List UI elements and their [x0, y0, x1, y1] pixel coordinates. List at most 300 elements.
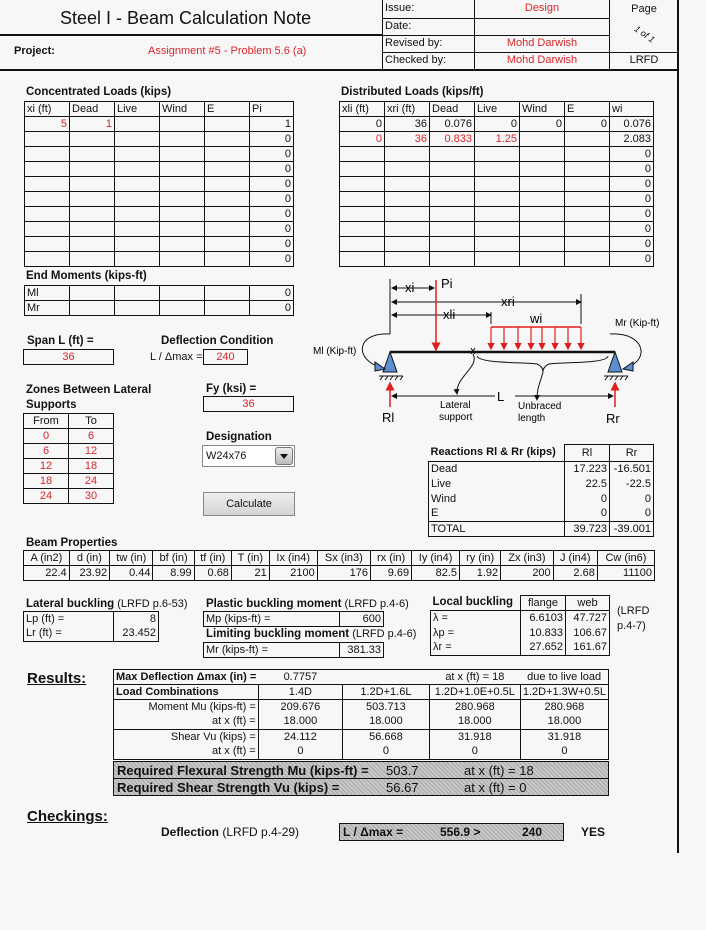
cell: 0: [250, 222, 294, 237]
cell[interactable]: [565, 147, 610, 162]
xi-label: xi: [405, 280, 415, 295]
col-header: tf (in): [194, 551, 231, 566]
plastic-ref: (LRFD p.4-6): [344, 598, 409, 610]
cell: TOTAL: [429, 522, 565, 537]
cell[interactable]: 0: [475, 117, 520, 132]
cell[interactable]: 36: [385, 132, 430, 147]
cell[interactable]: [25, 162, 70, 177]
cell[interactable]: 0: [565, 117, 610, 132]
cell[interactable]: 12: [24, 459, 69, 474]
cell[interactable]: [205, 237, 250, 252]
cell: 24.112: [258, 730, 342, 745]
cell: 22.5: [565, 477, 610, 492]
cell[interactable]: 36: [385, 117, 430, 132]
deflection-title: Deflection Condition: [161, 335, 274, 347]
plastic-table: [203, 611, 384, 627]
cell[interactable]: [430, 177, 475, 192]
issue-table: [382, 0, 679, 70]
cell[interactable]: [115, 301, 160, 316]
table-row: [431, 611, 610, 626]
cell[interactable]: [25, 177, 70, 192]
cell[interactable]: [115, 147, 160, 162]
reactions-table: [428, 444, 654, 537]
cell[interactable]: [475, 207, 520, 222]
table-row: [114, 700, 609, 715]
cell[interactable]: [430, 222, 475, 237]
cell[interactable]: [160, 177, 205, 192]
cell[interactable]: [430, 252, 475, 267]
cell[interactable]: [160, 162, 205, 177]
beam-title: Beam Properties: [26, 537, 118, 549]
cell[interactable]: [160, 286, 205, 301]
deflection-check-ref: (LRFD p.4-29): [222, 825, 300, 839]
cell[interactable]: [25, 207, 70, 222]
table-row: [429, 507, 654, 522]
cell: 161.67: [566, 641, 610, 656]
cell[interactable]: [115, 286, 160, 301]
plastic-title: [206, 598, 409, 610]
cell[interactable]: 6: [24, 444, 69, 459]
req-shear-at: at x (ft) = 0: [464, 780, 527, 795]
deflection-check: [161, 825, 299, 839]
cell: 0: [610, 252, 654, 267]
cell[interactable]: [475, 237, 520, 252]
cell[interactable]: [160, 237, 205, 252]
cell[interactable]: [160, 132, 205, 147]
cell[interactable]: [205, 117, 250, 132]
req-shear-label: Required Shear Strength Vu (kips) =: [117, 780, 340, 795]
cell[interactable]: [70, 207, 115, 222]
cell[interactable]: [430, 162, 475, 177]
cell[interactable]: [205, 162, 250, 177]
table-row: [25, 207, 294, 222]
pi-label: Pi: [441, 276, 453, 291]
cell[interactable]: [25, 237, 70, 252]
table-row: [24, 474, 114, 489]
cell[interactable]: [340, 207, 385, 222]
col-header: wi: [610, 102, 654, 117]
cell[interactable]: [205, 192, 250, 207]
cell[interactable]: [385, 237, 430, 252]
cell: Live: [429, 477, 565, 492]
cell[interactable]: [520, 222, 565, 237]
moment-at-label: at x (ft) =: [114, 715, 259, 730]
cell[interactable]: [160, 117, 205, 132]
cell: 0: [610, 147, 654, 162]
table-row: [25, 177, 294, 192]
cell[interactable]: [340, 177, 385, 192]
table-row: [24, 459, 114, 474]
col-header: Ix (in4): [269, 551, 317, 566]
cell: 6.6103: [521, 611, 566, 626]
table-row: [25, 286, 294, 301]
cell[interactable]: [70, 286, 115, 301]
cell: 0: [343, 745, 430, 760]
cell[interactable]: [160, 207, 205, 222]
local-ref-2: p.4-7): [617, 620, 646, 632]
cell[interactable]: 6: [69, 429, 114, 444]
l-label: L: [497, 389, 505, 404]
cell[interactable]: [340, 162, 385, 177]
cell[interactable]: 30: [69, 489, 114, 504]
cell[interactable]: [565, 177, 610, 192]
cell[interactable]: [205, 207, 250, 222]
cell[interactable]: [70, 132, 115, 147]
cell: 0.68: [194, 566, 231, 581]
cell: 23.92: [69, 566, 109, 581]
cell[interactable]: [115, 162, 160, 177]
cell: 8: [114, 612, 159, 627]
cell[interactable]: [70, 252, 115, 267]
col-header: Iy (in4): [412, 551, 460, 566]
cell: 0: [429, 745, 520, 760]
cell[interactable]: [520, 177, 565, 192]
cell: 0.44: [110, 566, 153, 581]
col-header: flange: [521, 596, 566, 611]
xli-label: xli: [443, 307, 456, 322]
cell: 18.000: [343, 715, 430, 730]
cell: 0: [610, 237, 654, 252]
cell: 2100: [269, 566, 317, 581]
zones-title-2: Supports: [26, 399, 77, 411]
cell[interactable]: [520, 237, 565, 252]
cell[interactable]: [160, 147, 205, 162]
col-header: xli (ft): [340, 102, 385, 117]
table-row: [25, 117, 294, 132]
cell: 18.000: [429, 715, 520, 730]
required-flexural-strength: [113, 761, 609, 779]
cell[interactable]: [565, 237, 610, 252]
date-value[interactable]: [475, 18, 610, 35]
cell: 56.668: [343, 730, 430, 745]
cell[interactable]: [520, 192, 565, 207]
cell[interactable]: [565, 207, 610, 222]
deflection-ratio-box: [339, 823, 564, 841]
cell[interactable]: [205, 286, 250, 301]
table-row: [340, 177, 654, 192]
cell[interactable]: [385, 147, 430, 162]
cell[interactable]: [430, 237, 475, 252]
cell[interactable]: [565, 222, 610, 237]
col-header: bf (in): [153, 551, 194, 566]
combo-header: 1.4D: [258, 685, 342, 700]
beam-diagram: [305, 272, 680, 437]
cell[interactable]: [340, 252, 385, 267]
table-row: [340, 252, 654, 267]
cell[interactable]: [115, 177, 160, 192]
cell: 503.713: [343, 700, 430, 715]
cell[interactable]: [475, 147, 520, 162]
results-table: [113, 669, 609, 760]
cell[interactable]: [430, 192, 475, 207]
cell[interactable]: [475, 177, 520, 192]
deflection-input[interactable]: 240: [203, 349, 248, 365]
col-header: Wind: [520, 102, 565, 117]
cell: 0: [250, 147, 294, 162]
cell: 0: [250, 301, 294, 316]
combo-header: 1.2D+1.3W+0.5L: [520, 685, 608, 700]
cell[interactable]: [430, 207, 475, 222]
cell: Lp (ft) =: [24, 612, 114, 627]
distributed-title: Distributed Loads (kips/ft): [341, 86, 484, 98]
cell[interactable]: [115, 132, 160, 147]
table-row: [431, 641, 610, 656]
cell[interactable]: [520, 147, 565, 162]
cell[interactable]: [520, 132, 565, 147]
col-header: To: [69, 414, 114, 429]
rr-label: Rr: [606, 411, 620, 426]
cell[interactable]: 0.076: [430, 117, 475, 132]
cell: 106.67: [566, 626, 610, 641]
cell[interactable]: [70, 192, 115, 207]
cell: 0: [610, 207, 654, 222]
cell[interactable]: [475, 222, 520, 237]
shear-label: Shear Vu (kips) =: [114, 730, 259, 745]
project-value: Assignment #5 - Problem 5.6 (a): [148, 45, 307, 57]
cell: 600: [340, 612, 384, 627]
cell[interactable]: [115, 222, 160, 237]
cell[interactable]: 18: [69, 459, 114, 474]
cell[interactable]: [475, 192, 520, 207]
cell[interactable]: [340, 147, 385, 162]
issue-value[interactable]: Design: [475, 0, 610, 18]
cell: 0: [250, 132, 294, 147]
cell: 200: [501, 566, 554, 581]
cell: 18.000: [258, 715, 342, 730]
cell[interactable]: [115, 117, 160, 132]
cell[interactable]: [115, 252, 160, 267]
end-moments-title: End Moments (kips-ft): [26, 270, 147, 282]
cell: 2.083: [610, 132, 654, 147]
limit-value: 240: [522, 825, 543, 839]
cell[interactable]: [340, 192, 385, 207]
cell: [343, 670, 430, 685]
table-row: [25, 147, 294, 162]
cell[interactable]: [115, 237, 160, 252]
cell[interactable]: [205, 177, 250, 192]
ml-label: Ml (Kip-ft): [313, 346, 357, 357]
table-row: [25, 237, 294, 252]
col-header: Rl: [565, 445, 610, 462]
cell: Mr: [25, 301, 70, 316]
cell: 21: [231, 566, 269, 581]
cell[interactable]: [475, 162, 520, 177]
cell[interactable]: 1.25: [475, 132, 520, 147]
max-deflection-label: Max Deflection Δmax (in) =: [114, 670, 259, 685]
table-row: [340, 222, 654, 237]
table-row: [24, 627, 159, 642]
cell[interactable]: [385, 162, 430, 177]
table-row: [114, 715, 609, 730]
cell: 0: [610, 222, 654, 237]
cell[interactable]: [520, 162, 565, 177]
designation-dropdown[interactable]: [202, 445, 295, 467]
col-header: T (in): [231, 551, 269, 566]
cell[interactable]: [565, 162, 610, 177]
cell[interactable]: [70, 147, 115, 162]
revised-value[interactable]: Mohd Darwish: [475, 35, 610, 52]
cell: 0: [610, 177, 654, 192]
cell[interactable]: [25, 252, 70, 267]
cell[interactable]: [205, 252, 250, 267]
cell[interactable]: [565, 252, 610, 267]
cell[interactable]: [520, 207, 565, 222]
table-row: [25, 192, 294, 207]
cell[interactable]: 18: [24, 474, 69, 489]
table-row: [340, 117, 654, 132]
cell[interactable]: 5: [25, 117, 70, 132]
deflection-verdict: YES: [581, 825, 606, 839]
ratio-label: L / Δmax =: [343, 825, 404, 839]
cell: 11100: [597, 566, 654, 581]
table-row: [340, 207, 654, 222]
cell[interactable]: [25, 132, 70, 147]
cell[interactable]: [70, 222, 115, 237]
col-header: E: [565, 102, 610, 117]
checked-value[interactable]: Mohd Darwish: [475, 52, 610, 69]
cell[interactable]: [160, 222, 205, 237]
cell[interactable]: [25, 222, 70, 237]
cell[interactable]: [475, 252, 520, 267]
beam-table: [23, 550, 655, 581]
cell[interactable]: [70, 162, 115, 177]
col-header: Dead: [430, 102, 475, 117]
cell[interactable]: [205, 222, 250, 237]
table-row: [25, 301, 294, 316]
cell: 0: [250, 286, 294, 301]
page-number: [610, 18, 679, 52]
cell[interactable]: [70, 301, 115, 316]
divider: [0, 34, 382, 36]
cell[interactable]: 0: [24, 429, 69, 444]
cell: 0: [258, 745, 342, 760]
cell: 8.99: [153, 566, 194, 581]
cell: 17.223: [565, 462, 610, 477]
cell[interactable]: [385, 192, 430, 207]
fy-input[interactable]: 36: [203, 396, 294, 412]
cell[interactable]: [520, 252, 565, 267]
cell: 209.676: [258, 700, 342, 715]
cell[interactable]: 24: [24, 489, 69, 504]
cell: 0: [610, 192, 654, 207]
cell[interactable]: 0: [340, 132, 385, 147]
designation-value: W24x76: [206, 450, 247, 462]
cell[interactable]: [70, 237, 115, 252]
cell: 22.4: [24, 566, 70, 581]
col-header: From: [24, 414, 69, 429]
col-header: ry (in): [460, 551, 501, 566]
cell[interactable]: [205, 301, 250, 316]
ratio-value: 556.9 >: [440, 825, 481, 839]
cell[interactable]: [115, 192, 160, 207]
cell[interactable]: 0: [340, 117, 385, 132]
cell: E: [429, 507, 565, 522]
cell[interactable]: [70, 177, 115, 192]
chevron-down-icon[interactable]: [275, 447, 293, 465]
cell: 82.5: [412, 566, 460, 581]
required-shear-strength: [113, 778, 609, 796]
revised-label: Revised by:: [383, 35, 475, 52]
cell: 0: [250, 192, 294, 207]
zones-table: [23, 413, 114, 504]
cell[interactable]: [565, 192, 610, 207]
cell[interactable]: [385, 252, 430, 267]
lateral-title: [26, 598, 188, 610]
cell[interactable]: 0: [520, 117, 565, 132]
cell: 9.69: [371, 566, 412, 581]
distributed-table: [339, 101, 654, 267]
cell[interactable]: [385, 222, 430, 237]
cell[interactable]: [565, 132, 610, 147]
cell: 0.076: [610, 117, 654, 132]
cell[interactable]: [205, 132, 250, 147]
project-label: Project:: [14, 45, 55, 57]
cell: 1: [250, 117, 294, 132]
table-row: [24, 489, 114, 504]
span-input[interactable]: 36: [23, 349, 114, 365]
cell[interactable]: 1: [70, 117, 115, 132]
table-row: [340, 237, 654, 252]
cell[interactable]: [385, 177, 430, 192]
cell[interactable]: [160, 192, 205, 207]
end-moments-table: [24, 285, 294, 316]
cell[interactable]: [430, 147, 475, 162]
req-flex-at: at x (ft) = 18: [464, 763, 534, 778]
cell: 1.92: [460, 566, 501, 581]
cell: λ =: [431, 611, 521, 626]
limiting-title-text: Limiting buckling moment: [206, 628, 350, 640]
checked-label: Checked by:: [383, 52, 475, 69]
concentrated-table: [24, 101, 294, 267]
cell[interactable]: [340, 222, 385, 237]
cell: 10.833: [521, 626, 566, 641]
issue-label: Issue:: [383, 0, 475, 18]
cell: -39.001: [610, 522, 654, 537]
cell: Mr (kips-ft) =: [204, 643, 340, 658]
cell[interactable]: [205, 147, 250, 162]
cell[interactable]: [160, 252, 205, 267]
cell[interactable]: 12: [69, 444, 114, 459]
cell[interactable]: [340, 237, 385, 252]
page-number-text: 1 of 1: [632, 23, 657, 45]
cell: Dead: [429, 462, 565, 477]
limiting-table: [203, 642, 384, 658]
cell: 18.000: [520, 715, 608, 730]
cell: Wind: [429, 492, 565, 507]
col-header: web: [566, 596, 610, 611]
cell: 27.652: [521, 641, 566, 656]
cell[interactable]: [160, 301, 205, 316]
cell[interactable]: [25, 192, 70, 207]
cell[interactable]: [385, 207, 430, 222]
cell: 39.723: [565, 522, 610, 537]
table-row: [431, 626, 610, 641]
req-shear-value: 56.67: [386, 780, 419, 795]
cell[interactable]: 24: [69, 474, 114, 489]
table-row: [24, 566, 655, 581]
calculate-button[interactable]: [203, 492, 295, 516]
cell[interactable]: [115, 207, 160, 222]
table-row: [25, 162, 294, 177]
cell[interactable]: [25, 147, 70, 162]
deflection-label: L / Δmax =: [150, 351, 203, 363]
max-deflection-at: at x (ft) = 18: [429, 670, 520, 685]
cell[interactable]: 0.833: [430, 132, 475, 147]
col-header: rx (in): [371, 551, 412, 566]
page-label: Page: [610, 0, 679, 18]
page-title: Steel I - Beam Calculation Note: [60, 8, 312, 28]
col-header: E: [205, 102, 250, 117]
